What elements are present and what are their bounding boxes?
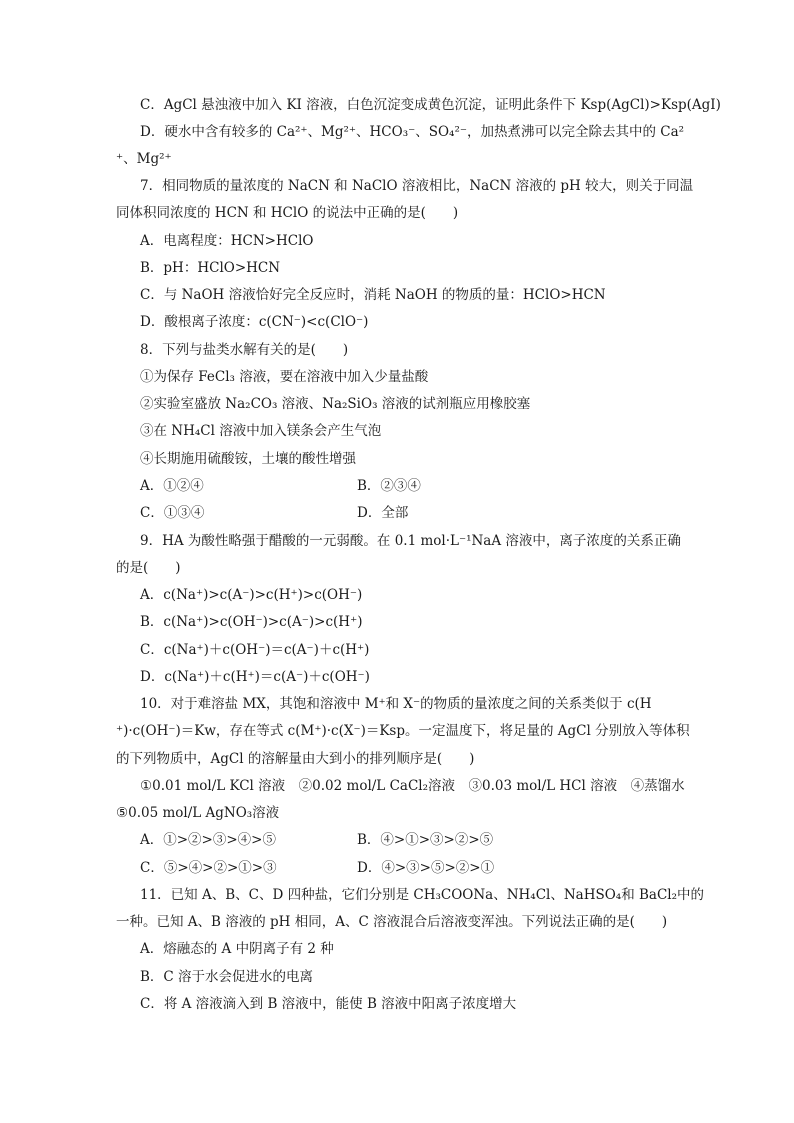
q10-option-b: B．④>①>③>②>⑤: [357, 832, 494, 848]
q10-option-c: C．⑤>④>②>①>③: [140, 860, 277, 876]
question-10: 10．对于难溶盐 MX，其饱和溶液中 M⁺和 X⁻的物质的量浓度之间的关系类似于 c(H: [140, 696, 652, 712]
q11-option-a: A．熔融态的 A 中阴离子有 2 种: [140, 941, 334, 957]
question-7-cont: 同体积同浓度的 HCN 和 HClO 的说法中正确的是( ): [116, 205, 459, 221]
question-8: 8．下列与盐类水解有关的是( ): [140, 342, 349, 358]
q11-option-b: B．C 溶于水会促进水的电离: [140, 969, 314, 985]
q8-item-1: ①为保存 FeCl₃ 溶液，要在溶液中加入少量盐酸: [140, 369, 429, 385]
q11-option-c: C．将 A 溶液滴入到 B 溶液中，能使 B 溶液中阳离子浓度增大: [140, 996, 517, 1012]
q7-option-c: C．与 NaOH 溶液恰好完全反应时，消耗 NaOH 的物质的量：HClO>HCN: [140, 287, 606, 303]
q9-option-a: A．c(Na⁺)>c(A⁻)>c(H⁺)>c(OH⁻): [140, 587, 363, 603]
q8-option-c: C．①③④: [140, 505, 205, 521]
question-9: 9．HA 为酸性略强于醋酸的一元弱酸。在 0.1 mol·L⁻¹NaA 溶液中，离子浓度的关系正确: [140, 533, 681, 549]
q9-option-d: D．c(Na⁺)＋c(H⁺)＝c(A⁻)＋c(OH⁻): [140, 669, 370, 685]
q10-items-1-4: ①0.01 mol/L KCl 溶液 ②0.02 mol/L CaCl₂溶液 ③0.03 mol/L HCl 溶液 ④蒸馏水: [140, 778, 685, 794]
q9-option-b: B．c(Na⁺)>c(OH⁻)>c(A⁻)>c(H⁺): [140, 614, 363, 630]
q8-item-4: ④长期施用硫酸铵，土壤的酸性增强: [140, 451, 356, 467]
q7-option-d: D．酸根离子浓度：c(CN⁻)<c(ClO⁻): [140, 314, 369, 330]
option-6d-cont: ⁺、Mg²⁺: [116, 151, 172, 167]
question-11: 11．已知 A、B、C、D 四种盐，它们分别是 CH₃COONa、NH₄Cl、NaHSO₄和 BaCl₂中的: [140, 887, 705, 903]
question-11-cont: 一种。已知 A、B 溶液的 pH 相同，A、C 溶液混合后溶液变浑浊。下列说法正确的是( ): [116, 914, 668, 930]
question-10-cont-1: ⁺)·c(OH⁻)＝Kw，存在等式 c(M⁺)·c(X⁻)＝Ksp。一定温度下，将足量的 AgCl 分别放入等体积: [116, 723, 690, 739]
q7-option-b: B．pH：HClO>HCN: [140, 260, 281, 276]
q8-option-b: B．②③④: [357, 478, 421, 494]
option-7c-prev: C．AgCl 悬浊液中加入 KI 溶液，白色沉淀变成黄色沉淀，证明此条件下 Ksp(AgCl)>Ksp(AgI): [140, 97, 721, 113]
q10-item-5: ⑤0.05 mol/L AgNO₃溶液: [116, 805, 280, 821]
option-6d: D．硬水中含有较多的 Ca²⁺、Mg²⁺、HCO₃⁻、SO₄²⁻，加热煮沸可以完全除去其中的 Ca²: [140, 124, 685, 140]
q7-option-a: A．电离程度：HCN>HClO: [140, 233, 314, 249]
q8-option-a: A．①②④: [140, 478, 204, 494]
q8-option-d: D．全部: [357, 505, 409, 521]
q8-item-3: ③在 NH₄Cl 溶液中加入镁条会产生气泡: [140, 423, 382, 439]
q8-item-2: ②实验室盛放 Na₂CO₃ 溶液、Na₂SiO₃ 溶液的试剂瓶应用橡胶塞: [140, 396, 531, 412]
question-9-cont: 的是( ): [116, 560, 181, 576]
q10-option-d: D．④>③>⑤>②>①: [357, 860, 495, 876]
q10-option-a: A．①>②>③>④>⑤: [140, 832, 276, 848]
q9-option-c: C．c(Na⁺)＋c(OH⁻)＝c(A⁻)＋c(H⁺): [140, 642, 370, 658]
question-10-cont-2: 的下列物质中，AgCl 的溶解量由大到小的排列顺序是( ): [116, 751, 475, 767]
question-7: 7．相同物质的量浓度的 NaCN 和 NaClO 溶液相比，NaCN 溶液的 pH 较大，则关于同温: [140, 178, 694, 194]
